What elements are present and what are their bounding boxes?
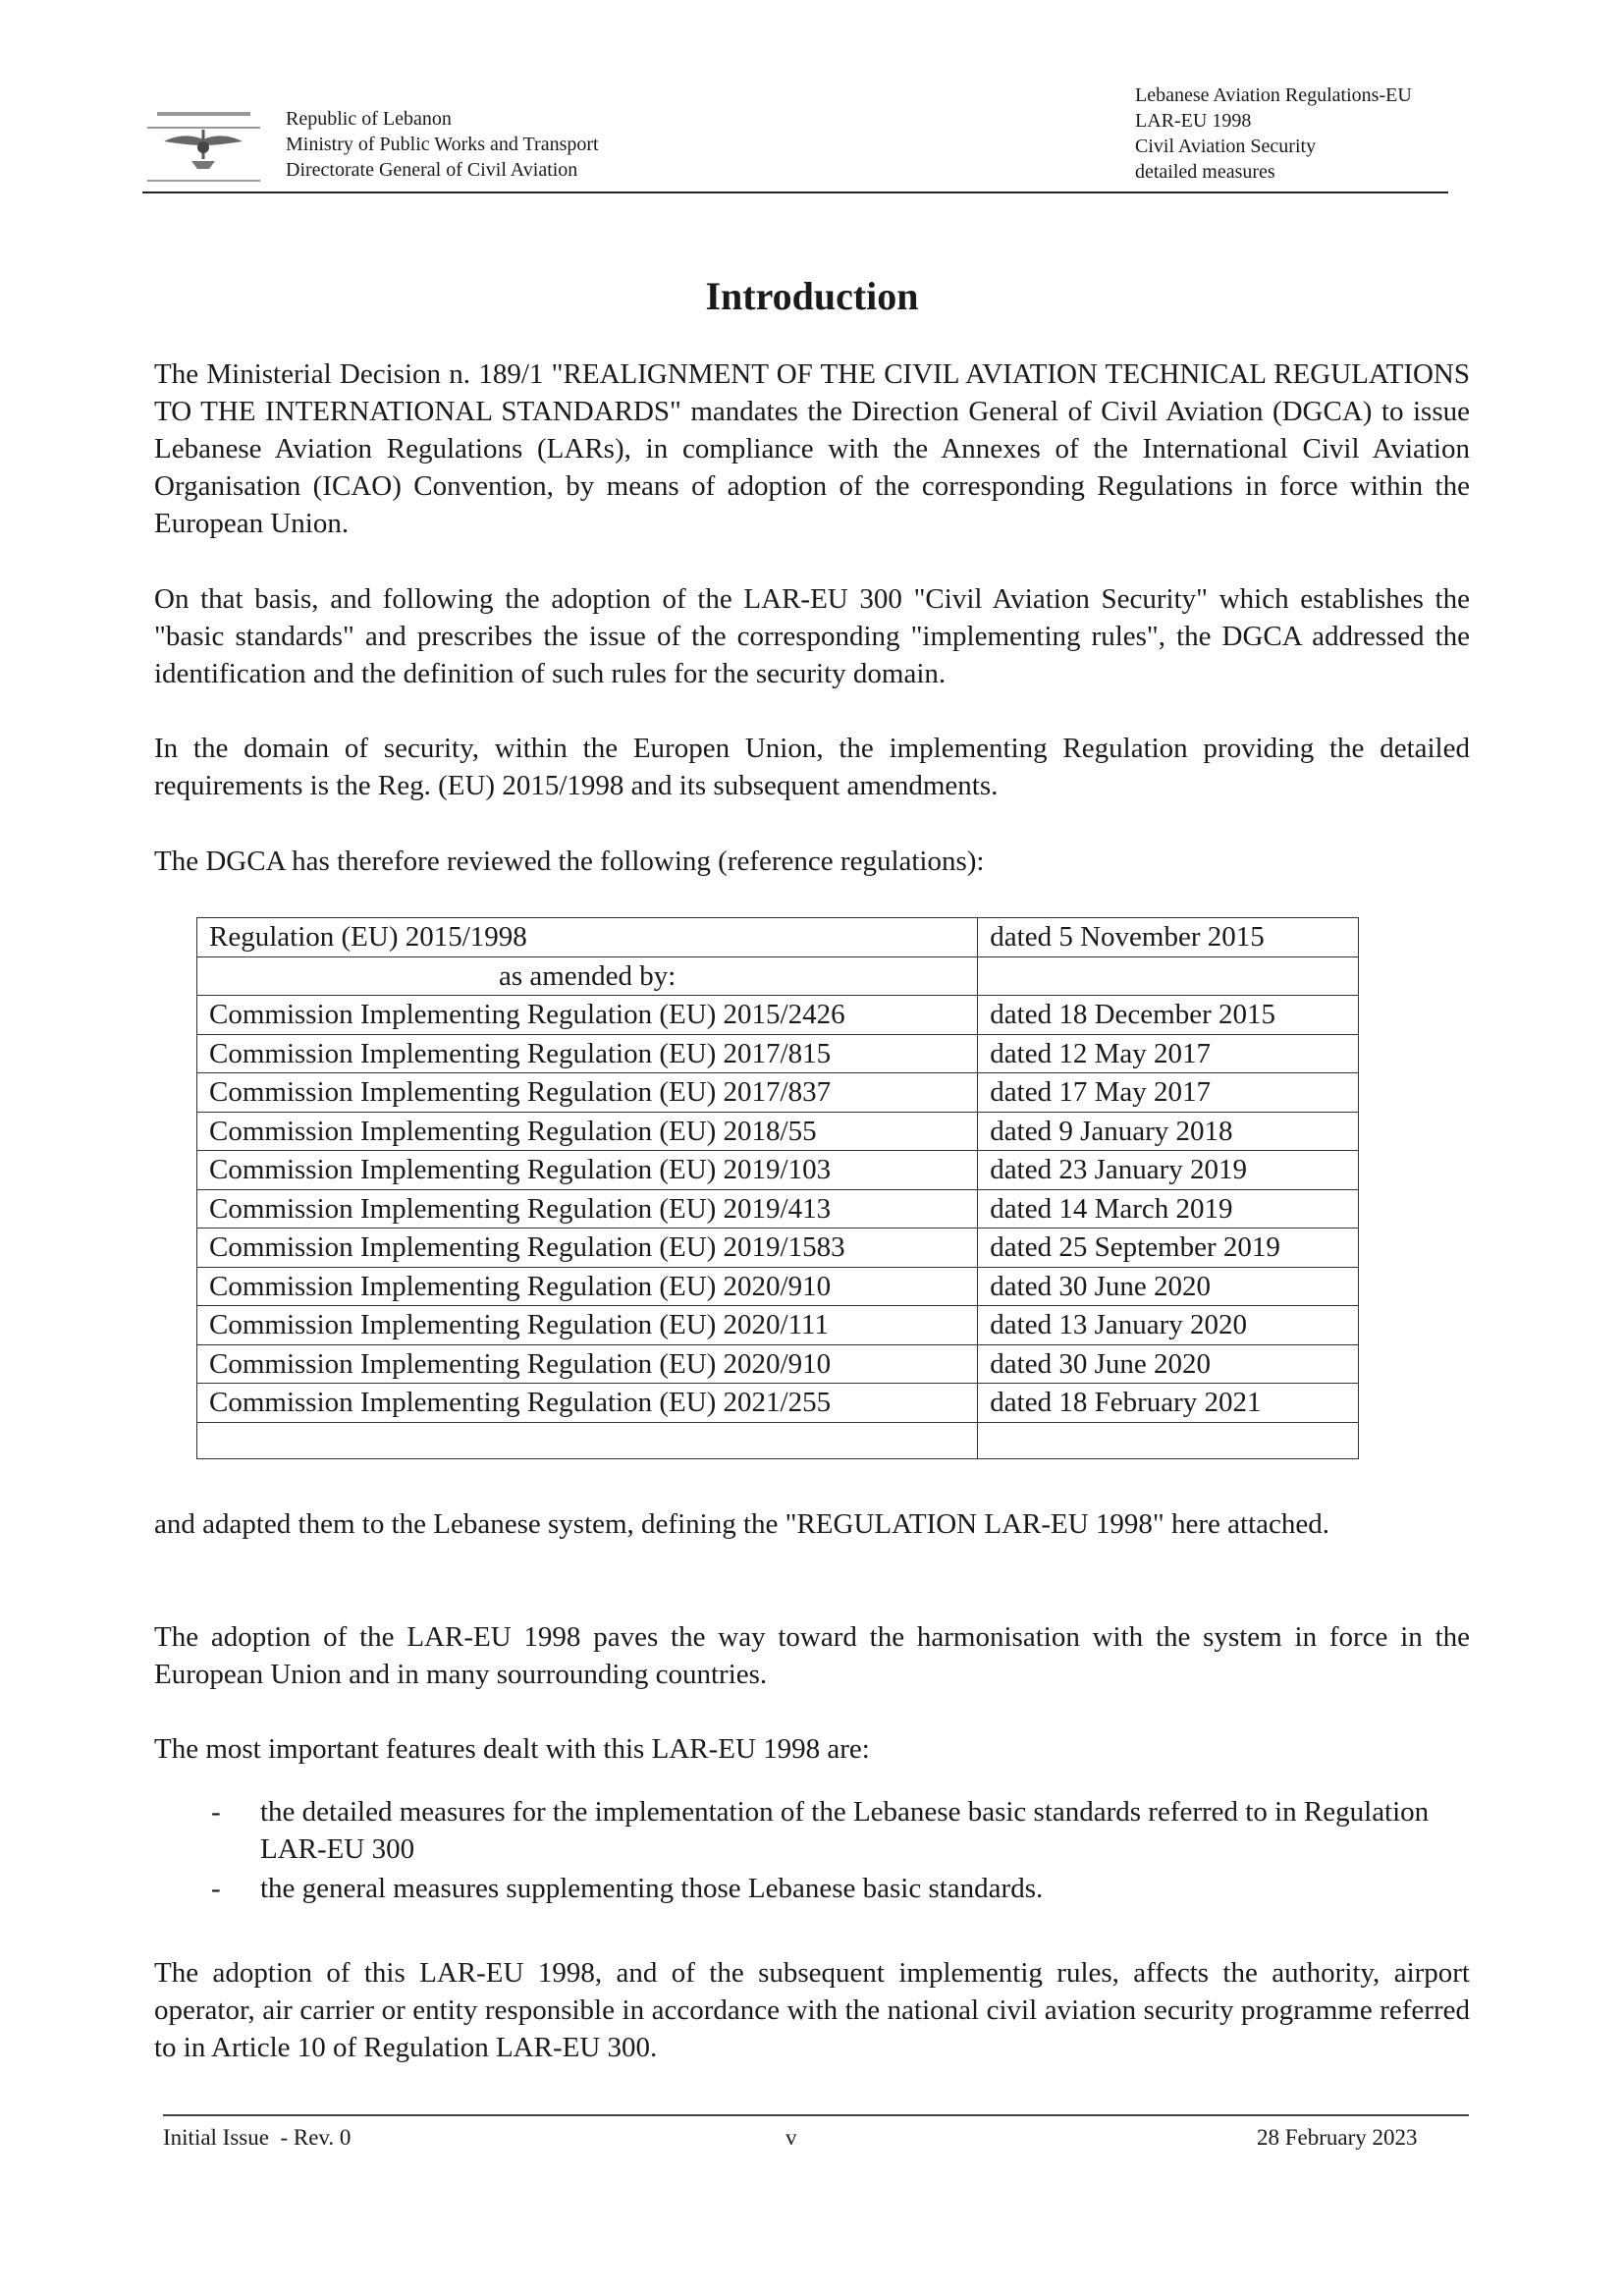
table-cell-regulation: Commission Implementing Regulation (EU) 2018/55 xyxy=(197,1112,978,1151)
table-cell-regulation: Commission Implementing Regulation (EU) 2015/2426 xyxy=(197,996,978,1035)
bullet-dash: - xyxy=(211,1873,221,1904)
page-title: Introduction xyxy=(705,274,919,318)
table-cell-regulation: Commission Implementing Regulation (EU) 2020/910 xyxy=(197,1344,978,1384)
table-cell-date: dated 14 March 2019 xyxy=(978,1189,1359,1229)
footer-page-number: v xyxy=(785,2125,797,2150)
table-row xyxy=(197,1112,1359,1151)
table-cell-date: dated 9 January 2018 xyxy=(978,1112,1359,1151)
table-cell-date: dated 23 January 2019 xyxy=(978,1151,1359,1190)
reference-regulations-table xyxy=(196,917,1359,1459)
table-cell-date: dated 17 May 2017 xyxy=(978,1073,1359,1113)
table-row xyxy=(197,1034,1359,1073)
header-directorate: Directorate General of Civil Aviation xyxy=(286,159,578,181)
paragraph-adapted: and adapted them to the Lebanese system, defining the "REGULATION LAR-EU 1998" here attached. xyxy=(154,1508,1330,1540)
footer-issue: Initial Issue - Rev. 0 xyxy=(163,2125,352,2150)
header-subtitle: detailed measures xyxy=(1135,161,1275,183)
table-row-empty xyxy=(197,1422,1359,1458)
header-country: Republic of Lebanon xyxy=(286,108,452,130)
header-series: Lebanese Aviation Regulations-EU xyxy=(1135,84,1412,106)
list-item xyxy=(211,1793,1478,1868)
header-left-block xyxy=(286,106,599,183)
header-right-block xyxy=(1135,82,1412,185)
table-cell-regulation: Commission Implementing Regulation (EU) 2017/837 xyxy=(197,1073,978,1113)
header-regulation: LAR-EU 1998 xyxy=(1135,110,1252,132)
table-cell-date: dated 18 December 2015 xyxy=(978,996,1359,1035)
page-header xyxy=(142,79,1448,193)
table-row xyxy=(197,1306,1359,1345)
header-subject: Civil Aviation Security xyxy=(1135,136,1317,157)
list-item xyxy=(211,1870,1478,1907)
ministry-logo-icon xyxy=(142,100,265,189)
header-ministry: Ministry of Public Works and Transport xyxy=(286,134,599,155)
table-cell-date: dated 13 January 2020 xyxy=(978,1306,1359,1345)
table-cell-empty xyxy=(197,1422,978,1458)
features-list xyxy=(211,1793,1478,1909)
footer-divider xyxy=(163,2114,1469,2116)
footer-date: 28 February 2023 xyxy=(1257,2125,1418,2150)
paragraph-harmonisation: The adoption of the LAR-EU 1998 paves the way toward the harmonisation with the system in force in the European Union and in many sourrounding countries. xyxy=(154,1621,1470,1690)
table-cell-date: dated 18 February 2021 xyxy=(978,1384,1359,1423)
table-cell-regulation: Commission Implementing Regulation (EU) 2021/255 xyxy=(197,1384,978,1423)
paragraph-reviewed: The DGCA has therefore reviewed the following (reference regulations): xyxy=(154,846,985,877)
table-row xyxy=(197,1073,1359,1113)
bullet-dash: - xyxy=(211,1796,221,1828)
table-row xyxy=(197,1151,1359,1190)
table-row xyxy=(197,1229,1359,1268)
table-cell-regulation: Commission Implementing Regulation (EU) 2019/103 xyxy=(197,1151,978,1190)
table-cell-date: dated 5 November 2015 xyxy=(978,918,1359,957)
paragraph-basis: On that basis, and following the adoption of the LAR-EU 300 "Civil Aviation Security" which establishes the "basic standards" and prescribes the issue of the corresponding "implementing rules", the DGCA addressed the identification and the definition of such rules for the security domain. xyxy=(154,583,1470,689)
table-cell-regulation: Commission Implementing Regulation (EU) 2020/910 xyxy=(197,1267,978,1306)
table-cell-regulation: Commission Implementing Regulation (EU) 2019/413 xyxy=(197,1189,978,1229)
list-item-text: the detailed measures for the implementation of the Lebanese basic standards referred to in Regulation LAR-EU 300 xyxy=(260,1796,1430,1865)
table-cell-regulation: Commission Implementing Regulation (EU) 2017/815 xyxy=(197,1034,978,1073)
table-cell-amended-by: as amended by: xyxy=(197,956,978,996)
table-cell-date: dated 25 September 2019 xyxy=(978,1229,1359,1268)
list-item-text: the general measures supplementing those Lebanese basic standards. xyxy=(260,1873,1044,1904)
paragraph-adoption: The adoption of this LAR-EU 1998, and of the subsequent implementig rules, affects the authority, airport operator, air carrier or entity responsible in accordance with the national civil aviation security programme referred to in Article 10 of Regulation LAR-EU 300. xyxy=(154,1957,1470,2063)
table-cell-empty xyxy=(978,956,1359,996)
table-row xyxy=(197,996,1359,1035)
table-cell-date: dated 30 June 2020 xyxy=(978,1267,1359,1306)
table-row xyxy=(197,1344,1359,1384)
table-cell-regulation: Commission Implementing Regulation (EU) 2020/111 xyxy=(197,1306,978,1345)
paragraph-features: The most important features dealt with this LAR-EU 1998 are: xyxy=(154,1733,870,1765)
table-row xyxy=(197,1267,1359,1306)
table-cell-regulation: Commission Implementing Regulation (EU) 2019/1583 xyxy=(197,1229,978,1268)
table-cell-empty xyxy=(978,1422,1359,1458)
table-row xyxy=(197,956,1359,996)
paragraph-domain: In the domain of security, within the Europen Union, the implementing Regulation providing the detailed requirements is the Reg. (EU) 2015/1998 and its subsequent amendments. xyxy=(154,733,1470,801)
table-row xyxy=(197,918,1359,957)
table-cell-date: dated 12 May 2017 xyxy=(978,1034,1359,1073)
table-cell-regulation: Regulation (EU) 2015/1998 xyxy=(197,918,978,957)
table-row xyxy=(197,1189,1359,1229)
table-cell-date: dated 30 June 2020 xyxy=(978,1344,1359,1384)
table-row xyxy=(197,1384,1359,1423)
paragraph-decision: The Ministerial Decision n. 189/1 "REALIGNMENT OF THE CIVIL AVIATION TECHNICAL REGULATIONS TO THE INTERNATIONAL STANDARDS" mandates the Direction General of Civil Aviation (DGCA) to issue Lebanese Aviation Regulations (LARs), in compliance with the Annexes of the International Civil Aviation Organisation (ICAO) Convention, by means of adoption of the corresponding Regulations in force within the European Union. xyxy=(154,358,1470,539)
